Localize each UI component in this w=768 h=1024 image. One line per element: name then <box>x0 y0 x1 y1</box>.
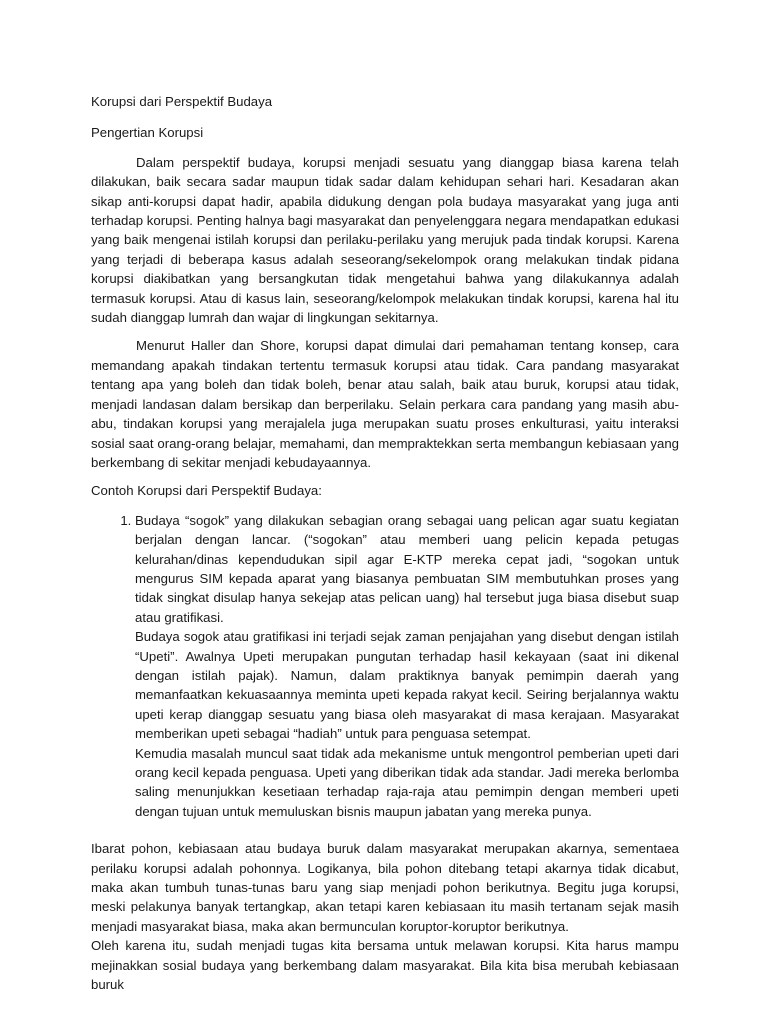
examples-list <box>91 511 679 822</box>
list-item-text-2: Budaya sogok atau gratifikasi ini terjadi sejak zaman penjajahan yang disebut dengan istilah “Upeti”. Awalnya Upeti merupakan pungutan terhadap hasil kekayaan (saat ini dikenal dengan istilah pajak). Namun, dalam praktiknya banyak pemimpin daerah yang memanfaatkan kekuasaannya meminta upeti kepada rakyat kecil. Seiring berjalannya waktu upeti kerap dianggap sesuatu yang biasa oleh masyarakat di masa kerajaan. Masyarakat memberikan upeti sebagai “hadiah” untuk para penguasa setempat. <box>135 629 679 742</box>
paragraph-pengertian-1: Dalam perspektif budaya, korupsi menjadi sesuatu yang dianggap biasa karena telah dilakukan, baik secara sadar maupun tidak sadar dalam kehidupan sehari hari. Kesadaran akan sikap anti-korupsi dapat hadir, apabila didukung dengan pola budaya masyarakat yang juga anti terhadap korupsi. Penting halnya bagi masyarakat dan penyelenggara negara mendapatkan edukasi yang baik mengenai istilah korupsi dan perilaku-perilaku yang merujuk pada tindak korupsi. Karena yang terjadi di beberapa kasus adalah seseorang/sekelompok orang melakukan tindak pidana korupsi diakibatkan yang bersangkutan tidak mengetahui bahwa yang dilakukannya adalah termasuk korupsi. Atau di kasus lain, seseorang/kelompok melakukan tindak korupsi, karena hal itu sudah dianggap lumrah dan wajar di lingkungan sekitarnya. <box>91 154 679 326</box>
section-heading-contoh: Contoh Korupsi dari Perspektif Budaya: <box>91 483 322 499</box>
paragraph-closing-1: Ibarat pohon, kebiasaan atau budaya buruk dalam masyarakat merupakan akarnya, sementaea perilaku korupsi adalah pohonnya. Logikanya, bila pohon ditebang tetapi akarnya tidak dicabut, maka akan tumbuh tunas-tunas baru yang siap menjadi pohon berikutnya. Begitu juga korupsi, meski pelakunya banyak tertangkap, akan tetapi karen kebiasaan itu masih tertanam sejak masih menjadi masyarakat biasa, maka akan bermunculan koruptor-koruptor berikutnya. <box>91 841 679 934</box>
section-heading-pengertian: Pengertian Korupsi <box>91 125 204 141</box>
paragraph-closing-2: Oleh karena itu, sudah menjadi tugas kita bersama untuk melawan korupsi. Kita harus mampu mejinakkan sosial budaya yang berkembang dalam masyarakat. Bila kita bisa merubah kebiasaan buruk <box>91 938 679 993</box>
document-title: Korupsi dari Perspektif Budaya <box>91 94 273 109</box>
document-body <box>91 92 679 994</box>
list-item-text-3: Kemudia masalah muncul saat tidak ada mekanisme untuk mengontrol pemberian upeti dari orang kecil kepada penguasa. Upeti yang diberikan tidak ada standar. Jadi mereka berlomba saling menunjukkan kesetiaan terhadap raja-raja atau pemimpin dengan memberi upeti dengan tujuan untuk memuluskan bisnis maupun jabatan yang mereka punya. <box>135 745 679 819</box>
paragraph-pengertian-2: Menurut Haller dan Shore, korupsi dapat dimulai dari pemahaman tentang konsep, cara memandang apakah tindakan tertentu termasuk korupsi atau tidak. Cara pandang masyarakat tentang apa yang boleh dan tidak boleh, benar atau salah, baik atau buruk, korupsi atau tidak, menjadi landasan dalam bersikap dan berperilaku. Selain perkara cara pandang yang masih abu-abu, tindakan korupsi yang merajalela juga merupakan suatu proses enkulturasi, yaitu interaksi sosial saat orang-orang belajar, memahami, dan mempraktekkan serta membangun kebiasaan yang berkembang di sekitar menjadi kebudayaannya. <box>91 338 679 470</box>
list-item <box>135 511 679 822</box>
list-item-text-1: 1. Budaya “sogok” yang dilakukan sebagian orang sebagai uang pelican agar suatu kegiatan berjalan dengan lancar. (“sogokan” atau memberi uang pelicin kepada petugas kelurahan/dinas kependudukan sipil agar E-KTP mereka cepat jadi, “sogokan untuk mengurus SIM kepada aparat yang biasanya pembuatan SIM membutuhkan proses yang tidak singkat disulap hanya sekejap atas pelican uang) hal tersebut juga biasa disebut suap atau gratifikasi. <box>135 512 679 625</box>
